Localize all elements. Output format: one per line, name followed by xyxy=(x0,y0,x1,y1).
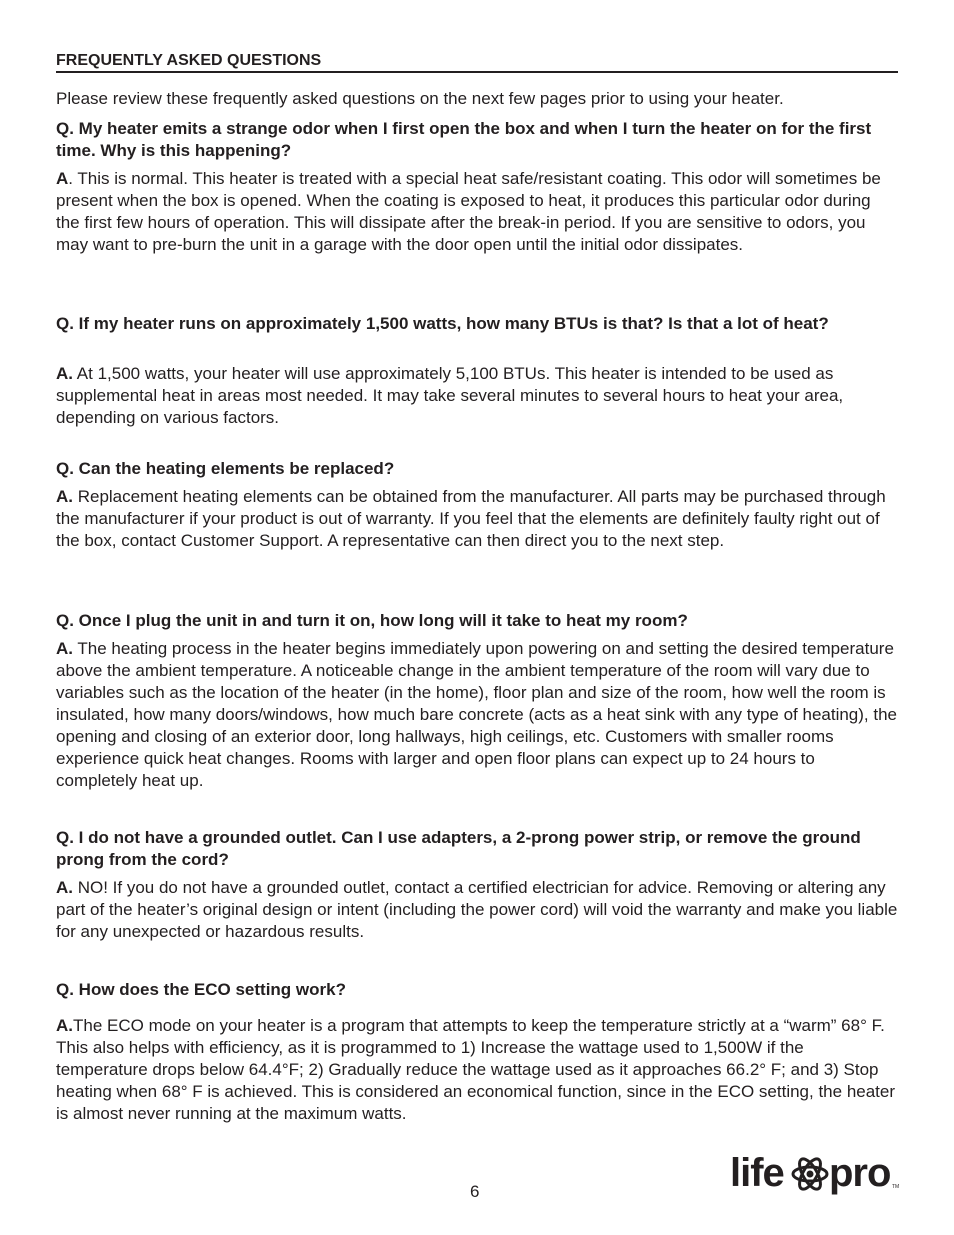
faq-question-6: Q. How does the ECO setting work? xyxy=(56,980,346,999)
answer-text: Replacement heating elements can be obtained from the manufacturer. All parts may be purchased through the manufacturer if your product is out of warranty. If you feel that the elements are definitely faulty right out of the box, contact Customer Support. A representative can then direct you to the next step. xyxy=(56,487,886,550)
page-number: 6 xyxy=(470,1182,480,1201)
answer-text: . This is normal. This heater is treated with a special heat safe/resistant coating. This odor will sometimes be present when the box is opened. When the coating is exposed to heat, it produces this particular odor during the first few hours of operation. This will dissipate after the break-in period. If you are sensitive to odors, you may want to pre-burn the unit in a garage with the door open until the initial odor dissipates. xyxy=(56,169,881,254)
faq-answer-4 xyxy=(56,638,898,792)
answer-text: The heating process in the heater begins immediately upon powering on and setting the desired temperature above the ambient temperature. A noticeable change in the ambient temperature of the room will vary due to variables such as the location of the heater (in the home), floor plan and size of the room, how well the room is insulated, how many doors/windows, how much bare concrete (acts as a heat sink with any type of heating), the opening and closing of an exterior door, long hallways, high ceilings, etc. Customers with smaller rooms experience quick heat changes. Rooms with larger and open floor plans can expect up to 24 hours to completely heat up. xyxy=(56,639,898,790)
faq-answer-2 xyxy=(56,363,898,429)
logo-text-pro: pro xyxy=(829,1151,891,1195)
answer-text: NO! If you do not have a grounded outlet, contact a certified electrician for advice. Removing or altering any part of the heater’s original design or intent (including the power cord) will void the warranty and make you liable for any unexpected or hazardous results. xyxy=(56,878,898,941)
faq-question-5: Q. I do not have a grounded outlet. Can I use adapters, a 2-prong power strip, or remove the ground prong from the cord? xyxy=(56,828,861,869)
answer-label: A. xyxy=(56,1016,73,1035)
answer-text: The ECO mode on your heater is a program that attempts to keep the temperature strictly at a “warm” 68° F. This also helps with efficiency, as it is programmed to 1) Increase the wattage used to 1,500W if the temperature drops below 64.4°F; 2) Gradually reduce the wattage used as it approaches 66.2° F; and 3) Stop heating when 68° F is achieved. This is considered an economical function, since in the ECO setting, the heater is almost never running at the maximum watts. xyxy=(56,1016,896,1123)
answer-label: A. xyxy=(56,878,73,897)
answer-label: A. xyxy=(56,639,73,658)
lifepro-logo xyxy=(730,1148,900,1198)
answer-label: A xyxy=(56,169,69,188)
faq-question-3: Q. Can the heating elements be replaced? xyxy=(56,459,395,478)
faq-question-4: Q. Once I plug the unit in and turn it on, how long will it take to heat my room? xyxy=(56,611,688,630)
faq-answer-1 xyxy=(56,168,898,256)
faq-question-1: Q. My heater emits a strange odor when I first open the box and when I turn the heater on for the first time. Why is this happening? xyxy=(56,119,872,160)
faq-question-2: Q. If my heater runs on approximately 1,500 watts, how many BTUs is that? Is that a lot of heat? xyxy=(56,314,829,333)
faq-answer-5 xyxy=(56,877,898,943)
intro-text: Please review these frequently asked questions on the next few pages prior to using your heater. xyxy=(56,89,784,108)
faq-answer-6 xyxy=(56,1015,898,1125)
logo-text-life: life xyxy=(730,1151,784,1195)
atom-icon xyxy=(793,1156,827,1192)
answer-label: A. xyxy=(56,364,73,383)
trademark-mark: TM xyxy=(892,1184,900,1190)
faq-answer-3 xyxy=(56,486,898,552)
answer-text: At 1,500 watts, your heater will use approximately 5,100 BTUs. This heater is intended to be used as supplemental heat in areas most needed. It may take several minutes to several hours to heat your area, depending on various factors. xyxy=(56,364,844,427)
answer-label: A. xyxy=(56,487,73,506)
section-heading: FREQUENTLY ASKED QUESTIONS xyxy=(56,52,898,73)
